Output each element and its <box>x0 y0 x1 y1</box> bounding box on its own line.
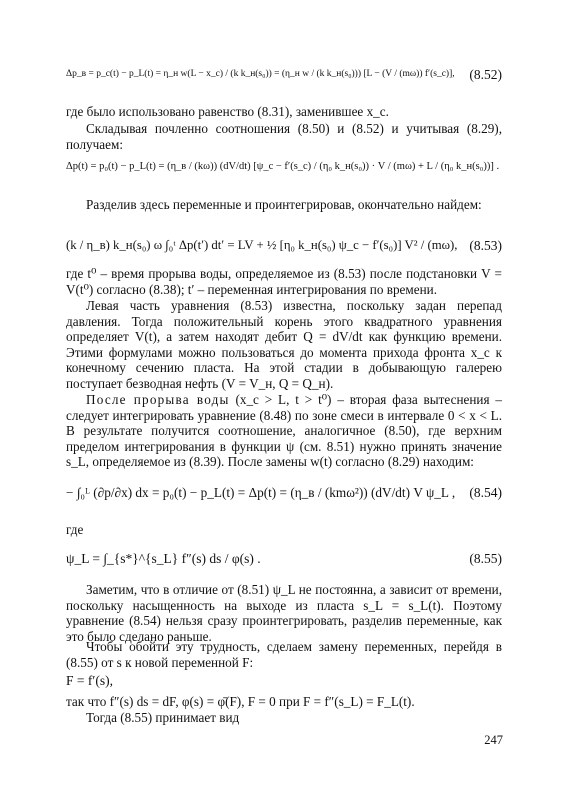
equation-8-53 <box>66 237 502 257</box>
equation-expression: Δp(t) = p₀(t) − p_L(t) = (η_в / (kω)) (dV/dt) [ψ_с − f′(s_с) / (η₀ k_н(s₀)) · V / (mω) + L / (η₀ k_н(s₀))] . <box>66 161 500 172</box>
equation-expression: − ∫₀ᴸ (∂p/∂x) dx = p₀(t) − p_L(t) = Δp(t) = (η_в / (kmω²)) (dV/dt) V ψ_L , <box>66 485 456 500</box>
paragraph-after-8-52: где было использовано равенство (8.31), заменившее x_с. <box>66 104 389 119</box>
equation-number: (8.53) <box>469 238 502 253</box>
paragraph-text: (x_с > L, t > t⁰) – вторая фаза вытеснения – следует интегрировать уравнение (8.48) по зоне смеси в интервале 0 < x < L. В результате получится соотношение, аналогичное (8.50), где верхним пределом интегрирования в функции ψ (см. 8.51) нужно принять значение s_L, определяемое из (8.39). После замены w(t) согласно (8.29) находим: <box>66 392 502 470</box>
paragraph-substitution: Чтобы обойти эту трудность, сделаем замену переменных, перейдя в (8.55) от s к новой переменной F: <box>66 639 502 670</box>
equation-8-52 <box>66 66 502 86</box>
equation-expression: (k / η_в) k_н(s₀) ω ∫₀ᵗ Δp(t′) dt′ = LV + ½ [η₀ k_н(s₀) ψ_с − f′(s₀)] V² / (mω), <box>66 238 458 252</box>
where-label: где <box>66 522 84 537</box>
equation-8-54 <box>66 484 502 504</box>
page-number: 247 <box>484 733 503 747</box>
paragraph-separating: Разделив здесь переменные и проинтегрировав, окончательно найдем: <box>86 197 482 212</box>
paragraph-second-phase <box>66 392 502 470</box>
equation-8-55 <box>66 550 502 570</box>
equation-number: (8.55) <box>469 551 502 566</box>
equation-expression: ψ_L = ∫_{s*}^{s_L} f″(s) ds / φ(s) . <box>66 551 261 566</box>
paragraph-note: Заметим, что в отличие от (8.51) ψ_L не постоянна, а зависит от времени, поскольку насыщенность на выходе из пласта s_L = s_L(t). Поэтому уравнение (8.54) нельзя сразу проинтегрировать, разделив переменные, как это было сделано раньше. <box>66 582 502 644</box>
equation-number: (8.52) <box>469 67 502 82</box>
equation-expression: Δp_в = p_с(t) − p_L(t) = η_н w(L − x_с) / (k k_н(s₀)) = (η_н w / (k k_н(s₀))) [L − (V / (mω)) f′(s_с)], <box>66 69 455 79</box>
spaced-lead-text: После прорыва воды <box>86 392 230 407</box>
equation-expression: F = f′(s), <box>66 673 113 688</box>
equation-F <box>66 672 502 690</box>
equation-delta-p <box>66 158 502 178</box>
paragraph-then: Тогда (8.55) принимает вид <box>86 710 240 725</box>
paragraph-breakthrough-time: где t⁰ – время прорыва воды, определяемое из (8.53) после подстановки V = V(t⁰) согласно (8.38); t′ – переменная интегрирования по времени. <box>66 266 502 297</box>
paragraph-left-side: Левая часть уравнения (8.53) известна, поскольку задан перепад давления. Тогда положительный корень этого квадратного уравнения определяет V(t), а затем находят дебит Q = dV/dt как функцию времени. Этими формулами можно пользоваться до момента прихода фронта x_с к конечному сечению пласта. На этой стадии в добывающую галерею поступает безводная нефть (V = V_н, Q = Q_н). <box>66 298 502 391</box>
equation-number: (8.54) <box>469 485 502 500</box>
paragraph-so-that: так что f″(s) ds = dF, φ(s) = φ̄(F), F = 0 при F = f″(s_L) = F_L(t). <box>66 694 415 709</box>
paragraph-summing: Складывая почленно соотношения (8.50) и (8.52) и учитывая (8.29), получаем: <box>66 121 502 152</box>
